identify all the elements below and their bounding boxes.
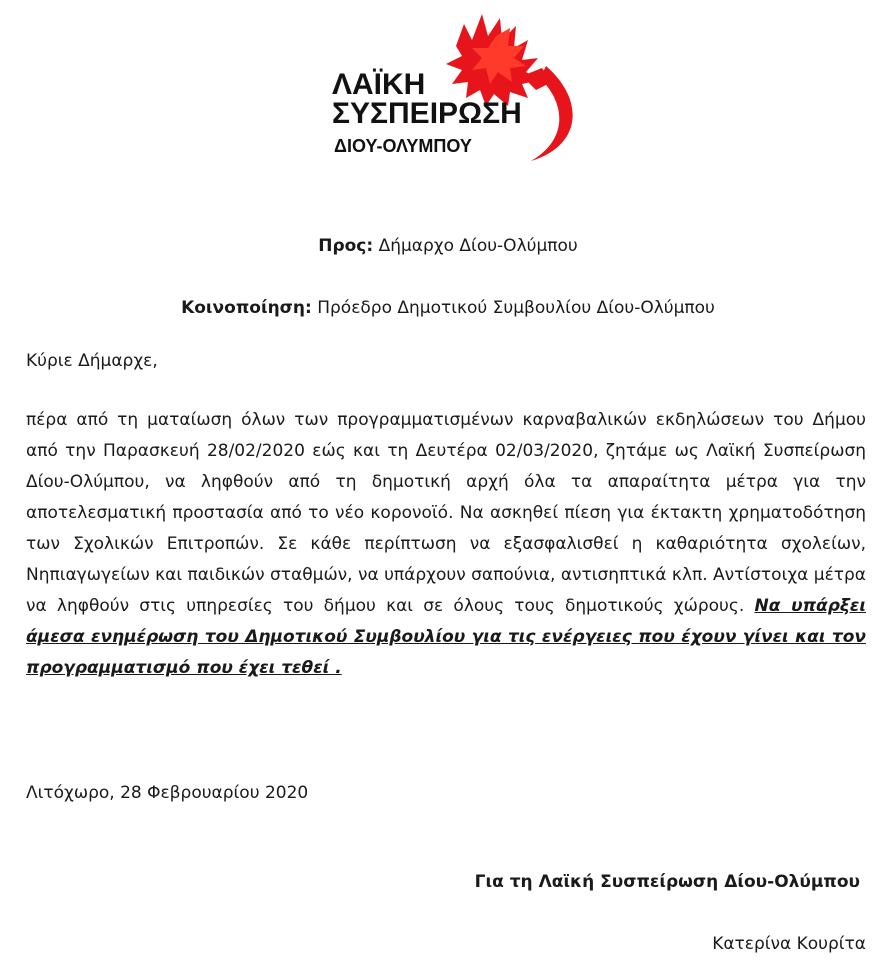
logo-line-2: ΣΥΣΠΕΙΡΩΣΗ <box>332 97 522 130</box>
logo-line-3: ΔΙΟΥ-ΟΛΥΜΠΟΥ <box>334 136 472 156</box>
signature-name: Κατερίνα Κουρίτα <box>712 934 866 954</box>
recipient-to-label: Προς: <box>318 236 374 256</box>
recipient-cc <box>0 298 896 318</box>
signature-organization: Για τη Λαϊκή Συσπείρωση Δίου-Ολύμπου <box>474 872 860 892</box>
letter-body <box>26 405 866 684</box>
logo-line-1: ΛΑΪΚΗ <box>332 68 426 101</box>
letter-body-text: πέρα από τη ματαίωση όλων των προγραμματισμένων καρναβαλικών εκδηλώσεων του Δήμου από την Παρασκευή 28/02/2020 εώς και τη Δευτέρα 02/03/2020, ζητάμε ως Λαϊκή Συσπείρωση Δίου-Ολύμπου, να ληφθούν από τη δημοτική αρχή όλα τα απαραίτητα μέτρα για την αποτελεσματική προστασία από το νέο κορονοϊό. Να ασκηθεί πίεση για έκτακτη χρηματοδότηση των Σχολικών Επιτροπών. Σε κάθε περίπτωση να εξασφαλισθεί η καθαριότητα σχολείων, Νηπιαγωγείων και παιδικών σταθμών, να υπάρχουν σαπούνια, αντισηπτικά κλπ. Αντίστοιχα μέτρα να ληφθούν στις υπηρεσίες του δήμου και σε όλους τους δημοτικούς χώρους. <box>26 410 866 616</box>
place-date: Λιτόχωρο, 28 Φεβρουαρίου 2020 <box>26 783 309 803</box>
recipient-cc-value: Πρόεδρο Δημοτικού Συμβουλίου Δίου-Ολύμπου <box>311 298 715 318</box>
recipient-cc-label: Κοινοποίηση: <box>181 298 312 318</box>
party-logo <box>296 6 596 166</box>
salutation: Κύριε Δήμαρχε, <box>26 351 158 371</box>
letter-body-emphasis: Να υπάρξει άμεσα ενημέρωση του Δημοτικού Συμβουλίου για τις ενέργειες που έχουν γίνει και τον προγραμματισμό που έχει τεθεί . <box>26 596 867 678</box>
recipient-to <box>0 236 896 256</box>
recipient-to-value: Δήμαρχο Δίου-Ολύμπου <box>373 236 578 256</box>
